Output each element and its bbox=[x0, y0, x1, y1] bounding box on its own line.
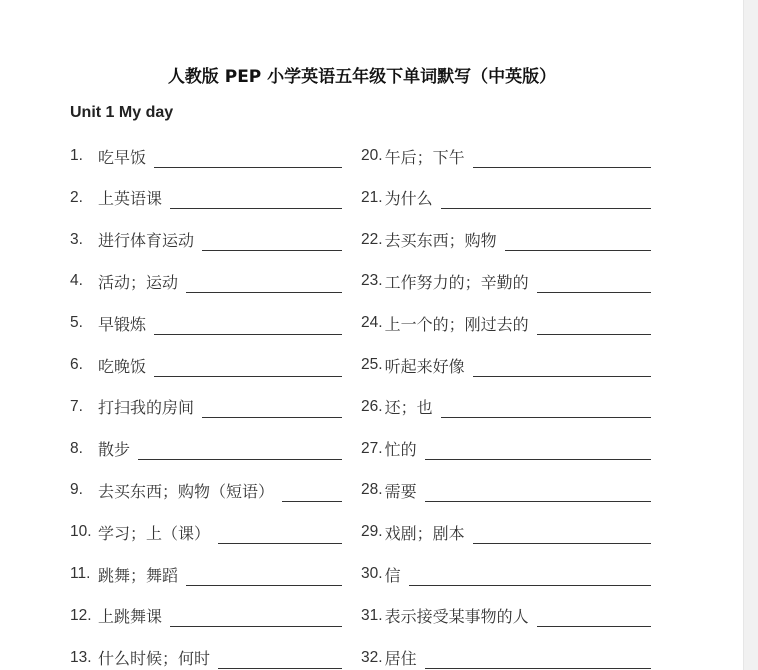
list-row bbox=[0, 604, 744, 628]
item-number: 5. bbox=[70, 314, 83, 332]
answer-blank[interactable] bbox=[441, 401, 651, 418]
item-number: 23. bbox=[361, 272, 383, 290]
vocab-item-left bbox=[70, 228, 342, 252]
item-chinese-label: 散步 bbox=[98, 440, 131, 460]
item-chinese-label: 上英语课 bbox=[98, 189, 163, 209]
vocab-item-right bbox=[361, 604, 651, 628]
vocab-item-left bbox=[70, 269, 342, 293]
item-chinese-label: 午后；下午 bbox=[384, 147, 465, 167]
answer-blank[interactable] bbox=[473, 527, 651, 544]
answer-blank[interactable] bbox=[282, 485, 342, 502]
vocab-item-right bbox=[361, 144, 651, 168]
answer-blank[interactable] bbox=[505, 234, 651, 251]
item-number: 6. bbox=[70, 356, 83, 373]
item-chinese-label: 为什么 bbox=[384, 189, 433, 209]
item-number: 12. bbox=[70, 606, 92, 624]
vocab-item-left bbox=[70, 437, 342, 461]
item-chinese-label: 去买东西；购物（短语） bbox=[98, 481, 275, 501]
item-number: 9. bbox=[70, 481, 83, 499]
answer-blank[interactable] bbox=[537, 276, 651, 293]
list-row bbox=[0, 228, 744, 252]
answer-blank[interactable] bbox=[202, 401, 342, 418]
item-chinese-label: 需要 bbox=[384, 481, 417, 501]
vocab-item-right bbox=[361, 186, 651, 210]
item-chinese-label: 去买东西；购物 bbox=[384, 231, 497, 251]
item-number: 8. bbox=[70, 439, 83, 457]
item-chinese-label: 表示接受某事物的人 bbox=[384, 607, 529, 627]
vocab-item-right bbox=[361, 269, 651, 293]
item-number: 25. bbox=[361, 356, 383, 373]
answer-blank[interactable] bbox=[218, 652, 342, 669]
item-number: 1. bbox=[70, 147, 83, 164]
answer-blank[interactable] bbox=[425, 652, 651, 669]
list-row bbox=[0, 562, 744, 586]
vocab-item-right bbox=[361, 520, 651, 544]
unit-heading: Unit 1 My day bbox=[70, 104, 174, 121]
item-chinese-label: 活动；运动 bbox=[98, 272, 179, 292]
item-chinese-label: 什么时候；何时 bbox=[98, 649, 211, 669]
vocab-item-right bbox=[361, 228, 651, 252]
item-number: 24. bbox=[361, 314, 383, 332]
item-chinese-label: 上跳舞课 bbox=[98, 607, 163, 627]
answer-blank[interactable] bbox=[186, 276, 342, 293]
answer-blank[interactable] bbox=[425, 485, 651, 502]
item-chinese-label: 吃晚饭 bbox=[98, 356, 147, 376]
vocab-item-left bbox=[70, 395, 342, 419]
item-number: 3. bbox=[70, 230, 83, 248]
vocab-item-left bbox=[70, 520, 342, 544]
item-chinese-label: 工作努力的；辛勤的 bbox=[384, 272, 529, 292]
item-number: 28. bbox=[361, 481, 383, 499]
item-number: 27. bbox=[361, 439, 383, 457]
vocab-item-right bbox=[361, 646, 651, 670]
item-number: 11. bbox=[70, 565, 91, 582]
vocab-item-left bbox=[70, 604, 342, 628]
answer-blank[interactable] bbox=[409, 569, 651, 586]
item-chinese-label: 听起来好像 bbox=[384, 356, 465, 376]
item-number: 2. bbox=[70, 188, 83, 206]
answer-blank[interactable] bbox=[425, 443, 651, 460]
item-chinese-label: 戏剧；剧本 bbox=[384, 523, 465, 543]
answer-blank[interactable] bbox=[202, 234, 342, 251]
item-number: 29. bbox=[361, 523, 383, 541]
list-row bbox=[0, 353, 744, 377]
item-number: 31. bbox=[361, 606, 383, 624]
item-number: 26. bbox=[361, 397, 383, 415]
answer-blank[interactable] bbox=[170, 610, 342, 627]
answer-blank[interactable] bbox=[138, 443, 342, 460]
answer-blank[interactable] bbox=[186, 569, 342, 586]
item-chinese-label: 上一个的；刚过去的 bbox=[384, 314, 529, 334]
vocab-item-left bbox=[70, 478, 342, 502]
item-chinese-label: 居住 bbox=[384, 649, 417, 669]
vocab-item-right bbox=[361, 437, 651, 461]
item-number: 7. bbox=[70, 397, 83, 415]
vocab-item-left bbox=[70, 186, 342, 210]
item-chinese-label: 吃早饭 bbox=[98, 147, 147, 167]
item-chinese-label: 学习；上（课） bbox=[98, 523, 211, 543]
item-number: 21. bbox=[361, 188, 383, 206]
vocab-item-left bbox=[70, 144, 342, 168]
item-number: 13. bbox=[70, 648, 92, 666]
vocab-item-right bbox=[361, 311, 651, 335]
answer-blank[interactable] bbox=[441, 192, 651, 209]
item-number: 30. bbox=[361, 565, 383, 582]
vocab-item-left bbox=[70, 562, 342, 586]
list-row bbox=[0, 646, 744, 670]
vocab-item-right bbox=[361, 478, 651, 502]
item-chinese-label: 忙的 bbox=[384, 440, 417, 460]
vocab-item-left bbox=[70, 646, 342, 670]
item-number: 20. bbox=[361, 147, 383, 164]
item-number: 22. bbox=[361, 230, 383, 248]
list-row bbox=[0, 437, 744, 461]
answer-blank[interactable] bbox=[154, 151, 342, 168]
item-chinese-label: 打扫我的房间 bbox=[98, 398, 195, 418]
list-row bbox=[0, 478, 744, 502]
vocab-item-right bbox=[361, 562, 651, 586]
item-number: 4. bbox=[70, 272, 83, 290]
item-chinese-label: 进行体育运动 bbox=[98, 231, 195, 251]
item-number: 10. bbox=[70, 523, 92, 541]
answer-blank[interactable] bbox=[537, 318, 651, 335]
answer-blank[interactable] bbox=[154, 318, 342, 335]
list-row bbox=[0, 520, 744, 544]
list-row bbox=[0, 144, 744, 168]
answer-blank[interactable] bbox=[537, 610, 651, 627]
answer-blank[interactable] bbox=[170, 192, 342, 209]
list-row bbox=[0, 395, 744, 419]
answer-blank[interactable] bbox=[154, 360, 342, 377]
vocab-item-left bbox=[70, 311, 342, 335]
list-row bbox=[0, 186, 744, 210]
vocab-item-left bbox=[70, 353, 342, 377]
item-number: 32. bbox=[361, 648, 383, 666]
answer-blank[interactable] bbox=[218, 527, 342, 544]
item-chinese-label: 信 bbox=[384, 565, 401, 585]
answer-blank[interactable] bbox=[473, 360, 651, 377]
list-row bbox=[0, 311, 744, 335]
vocab-item-right bbox=[361, 395, 651, 419]
page-title: 人教版 PEP 小学英语五年级下单词默写（中英版） bbox=[167, 67, 557, 87]
item-chinese-label: 还；也 bbox=[384, 398, 433, 418]
item-chinese-label: 跳舞；舞蹈 bbox=[98, 565, 179, 585]
scrollbar-gutter[interactable] bbox=[743, 0, 758, 670]
item-chinese-label: 早锻炼 bbox=[98, 314, 147, 334]
list-row bbox=[0, 269, 744, 293]
vocab-item-right bbox=[361, 353, 651, 377]
answer-blank[interactable] bbox=[473, 151, 651, 168]
